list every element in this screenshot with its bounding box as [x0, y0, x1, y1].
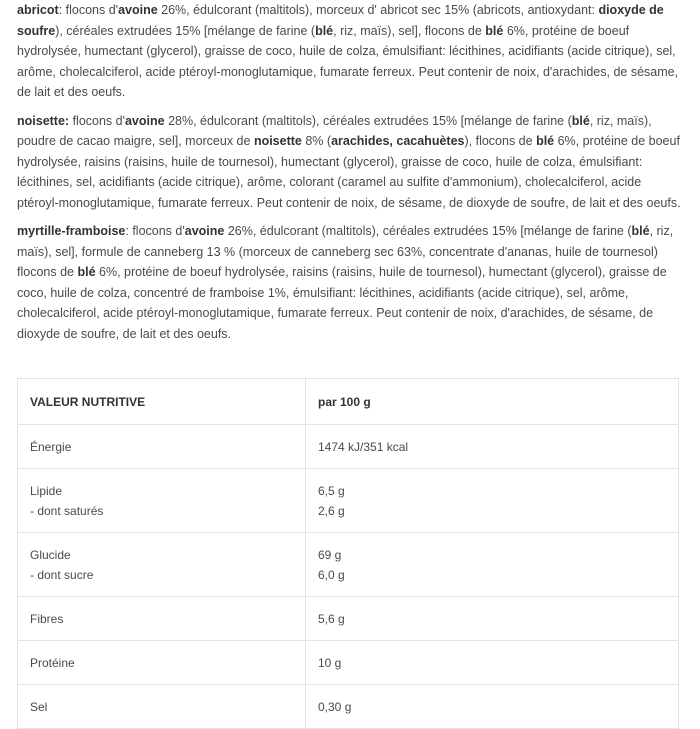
glucide-sucre-label: - dont sucre [30, 567, 94, 582]
fibres-label: Fibres [18, 597, 306, 641]
proteine-value: 10 g [306, 641, 679, 685]
ingredient-text-segment: 26%, édulcorant (maltitols), morceux d' abricot sec 15% (abricots, antioxydant: [157, 3, 599, 17]
glucide-label-cell [18, 533, 306, 597]
nutrition-row-glucide [18, 533, 679, 597]
energie-value: 1474 kJ/351 kcal [306, 425, 679, 469]
lipide-label-cell [18, 469, 306, 533]
sel-label: Sel [18, 685, 306, 729]
ingredient-bold-segment: blé [315, 23, 334, 38]
ingredient-text-segment: 6%, protéine de boeuf hydrolysée, humectant (glycerol), graisse de coco, huile de colza, émulsifiant: lécithines, acidifiants (acide citrique), sel, arôme, cholecalciferol, acide ptéroyl-monoglutamique, fumarate ferreux. Peut contenir de noix, d'arachides, de sésame, de lait et des oeufs. [17, 23, 679, 99]
lipide-label: Lipide [30, 483, 63, 498]
ingredient-bold-segment: blé [77, 265, 96, 279]
nutrition-header-label: VALEUR NUTRITIVE [18, 379, 306, 425]
nutrition-header-value: par 100 g [306, 379, 679, 425]
ingredient-bold-segment: blé [485, 23, 504, 38]
ingredient-text-segment: , riz, maïs), sel], formule de canneberg 13 % (morceux de canneberg sec 63%, concentrate d'ananas, huile de tournesol) flocons de [17, 224, 674, 279]
proteine-label: Protéine [18, 641, 306, 685]
ingredient-bold-segment: blé [536, 134, 555, 148]
ingredient-text-segment: 8% ( [301, 134, 332, 148]
ingredient-text-segment: flocons d' [69, 113, 125, 128]
lipide-satures-value: 2,6 g [318, 503, 345, 518]
lipide-value-cell [306, 469, 679, 533]
nutrition-header-row [18, 379, 679, 425]
ingredient-text-segment: : flocons d' [58, 3, 119, 17]
sel-value: 0,30 g [306, 685, 679, 729]
ingredients-noisette [17, 111, 686, 214]
lipide-value: 6,5 g [318, 483, 345, 498]
ingredient-bold-segment: avoine [184, 224, 225, 238]
nutrition-row-sel [18, 685, 679, 729]
glucide-sucre-value: 6,0 g [318, 567, 345, 582]
ingredient-text-segment: 26%, édulcorant (maltitols), céréales extrudées 15% [mélange de farine ( [224, 224, 632, 238]
ingredient-text-segment: ), flocons de [464, 134, 537, 148]
ingredient-bold-segment: arachides, cacahuètes [331, 134, 465, 148]
ingredient-text-segment: 6%, protéine de boeuf hydrolysée, raisins (raisins, huile de tournesol), humectant (glycerol), graisse de coco, huile de colza, émulsifiant: lécithines, sel, acidifiants (acide citrique), arôme, colorant (caramel au sulfite d'ammonium), cholecalciferol, acide ptéroyl-monoglutamique, fumarate ferreux. Peut contenir de noix, de sésame, de dioxyde de soufre, de lait et des oeufs. [17, 134, 681, 210]
ingredients-myrtille-framboise [17, 221, 686, 344]
fibres-value: 5,6 g [306, 597, 679, 641]
ingredient-text-segment: 28%, édulcorant (maltitols), céréales extrudées 15% [mélange de farine ( [164, 113, 572, 128]
ingredient-bold-segment: abricot [17, 3, 59, 17]
ingredient-bold-segment: noisette: [17, 113, 70, 128]
ingredient-bold-segment: myrtille-framboise [17, 224, 126, 238]
ingredient-text-segment: , riz, maïs), sel], flocons de [333, 23, 486, 38]
ingredient-bold-segment: noisette [253, 134, 302, 148]
ingredients-abricot [17, 0, 686, 103]
ingredient-bold-segment: avoine [118, 3, 158, 17]
ingredient-text-segment: ), céréales extrudées 15% [mélange de farine ( [55, 23, 316, 38]
ingredient-bold-segment: dioxyde de soufre [17, 3, 664, 38]
ingredient-bold-segment: avoine [124, 113, 165, 128]
nutrition-row-fibres [18, 597, 679, 641]
ingredient-text-segment: : flocons d' [125, 224, 185, 238]
glucide-label: Glucide [30, 547, 71, 562]
glucide-value: 69 g [318, 547, 342, 562]
ingredient-bold-segment: blé [571, 113, 590, 128]
nutrition-row-lipide [18, 469, 679, 533]
glucide-value-cell [306, 533, 679, 597]
nutrition-row-proteine [18, 641, 679, 685]
nutrition-table [17, 378, 679, 729]
ingredient-bold-segment: blé [631, 224, 650, 238]
ingredient-text-segment: 6%, protéine de boeuf hydrolysée, raisins (raisins, huile de tournesol), humectant (glycerol), graisse de coco, huile de colza, concentré de framboise 1%, émulsifiant: lécithines, acidifiants (acide citrique), sel, arôme, cholecalciferol, acide ptéroyl-monoglutamique, fumarate ferreux. Peut contenir de noix, d'arachides, de sésame, de dioxyde de soufre, de lait et des oeufs. [17, 265, 667, 341]
lipide-satures-label: - dont saturés [30, 503, 104, 518]
ingredient-text-segment: , riz, maïs), poudre de cacao maigre, sel], morceux de [17, 113, 652, 148]
nutrition-row-energie [18, 425, 679, 469]
energie-label: Énergie [18, 425, 306, 469]
